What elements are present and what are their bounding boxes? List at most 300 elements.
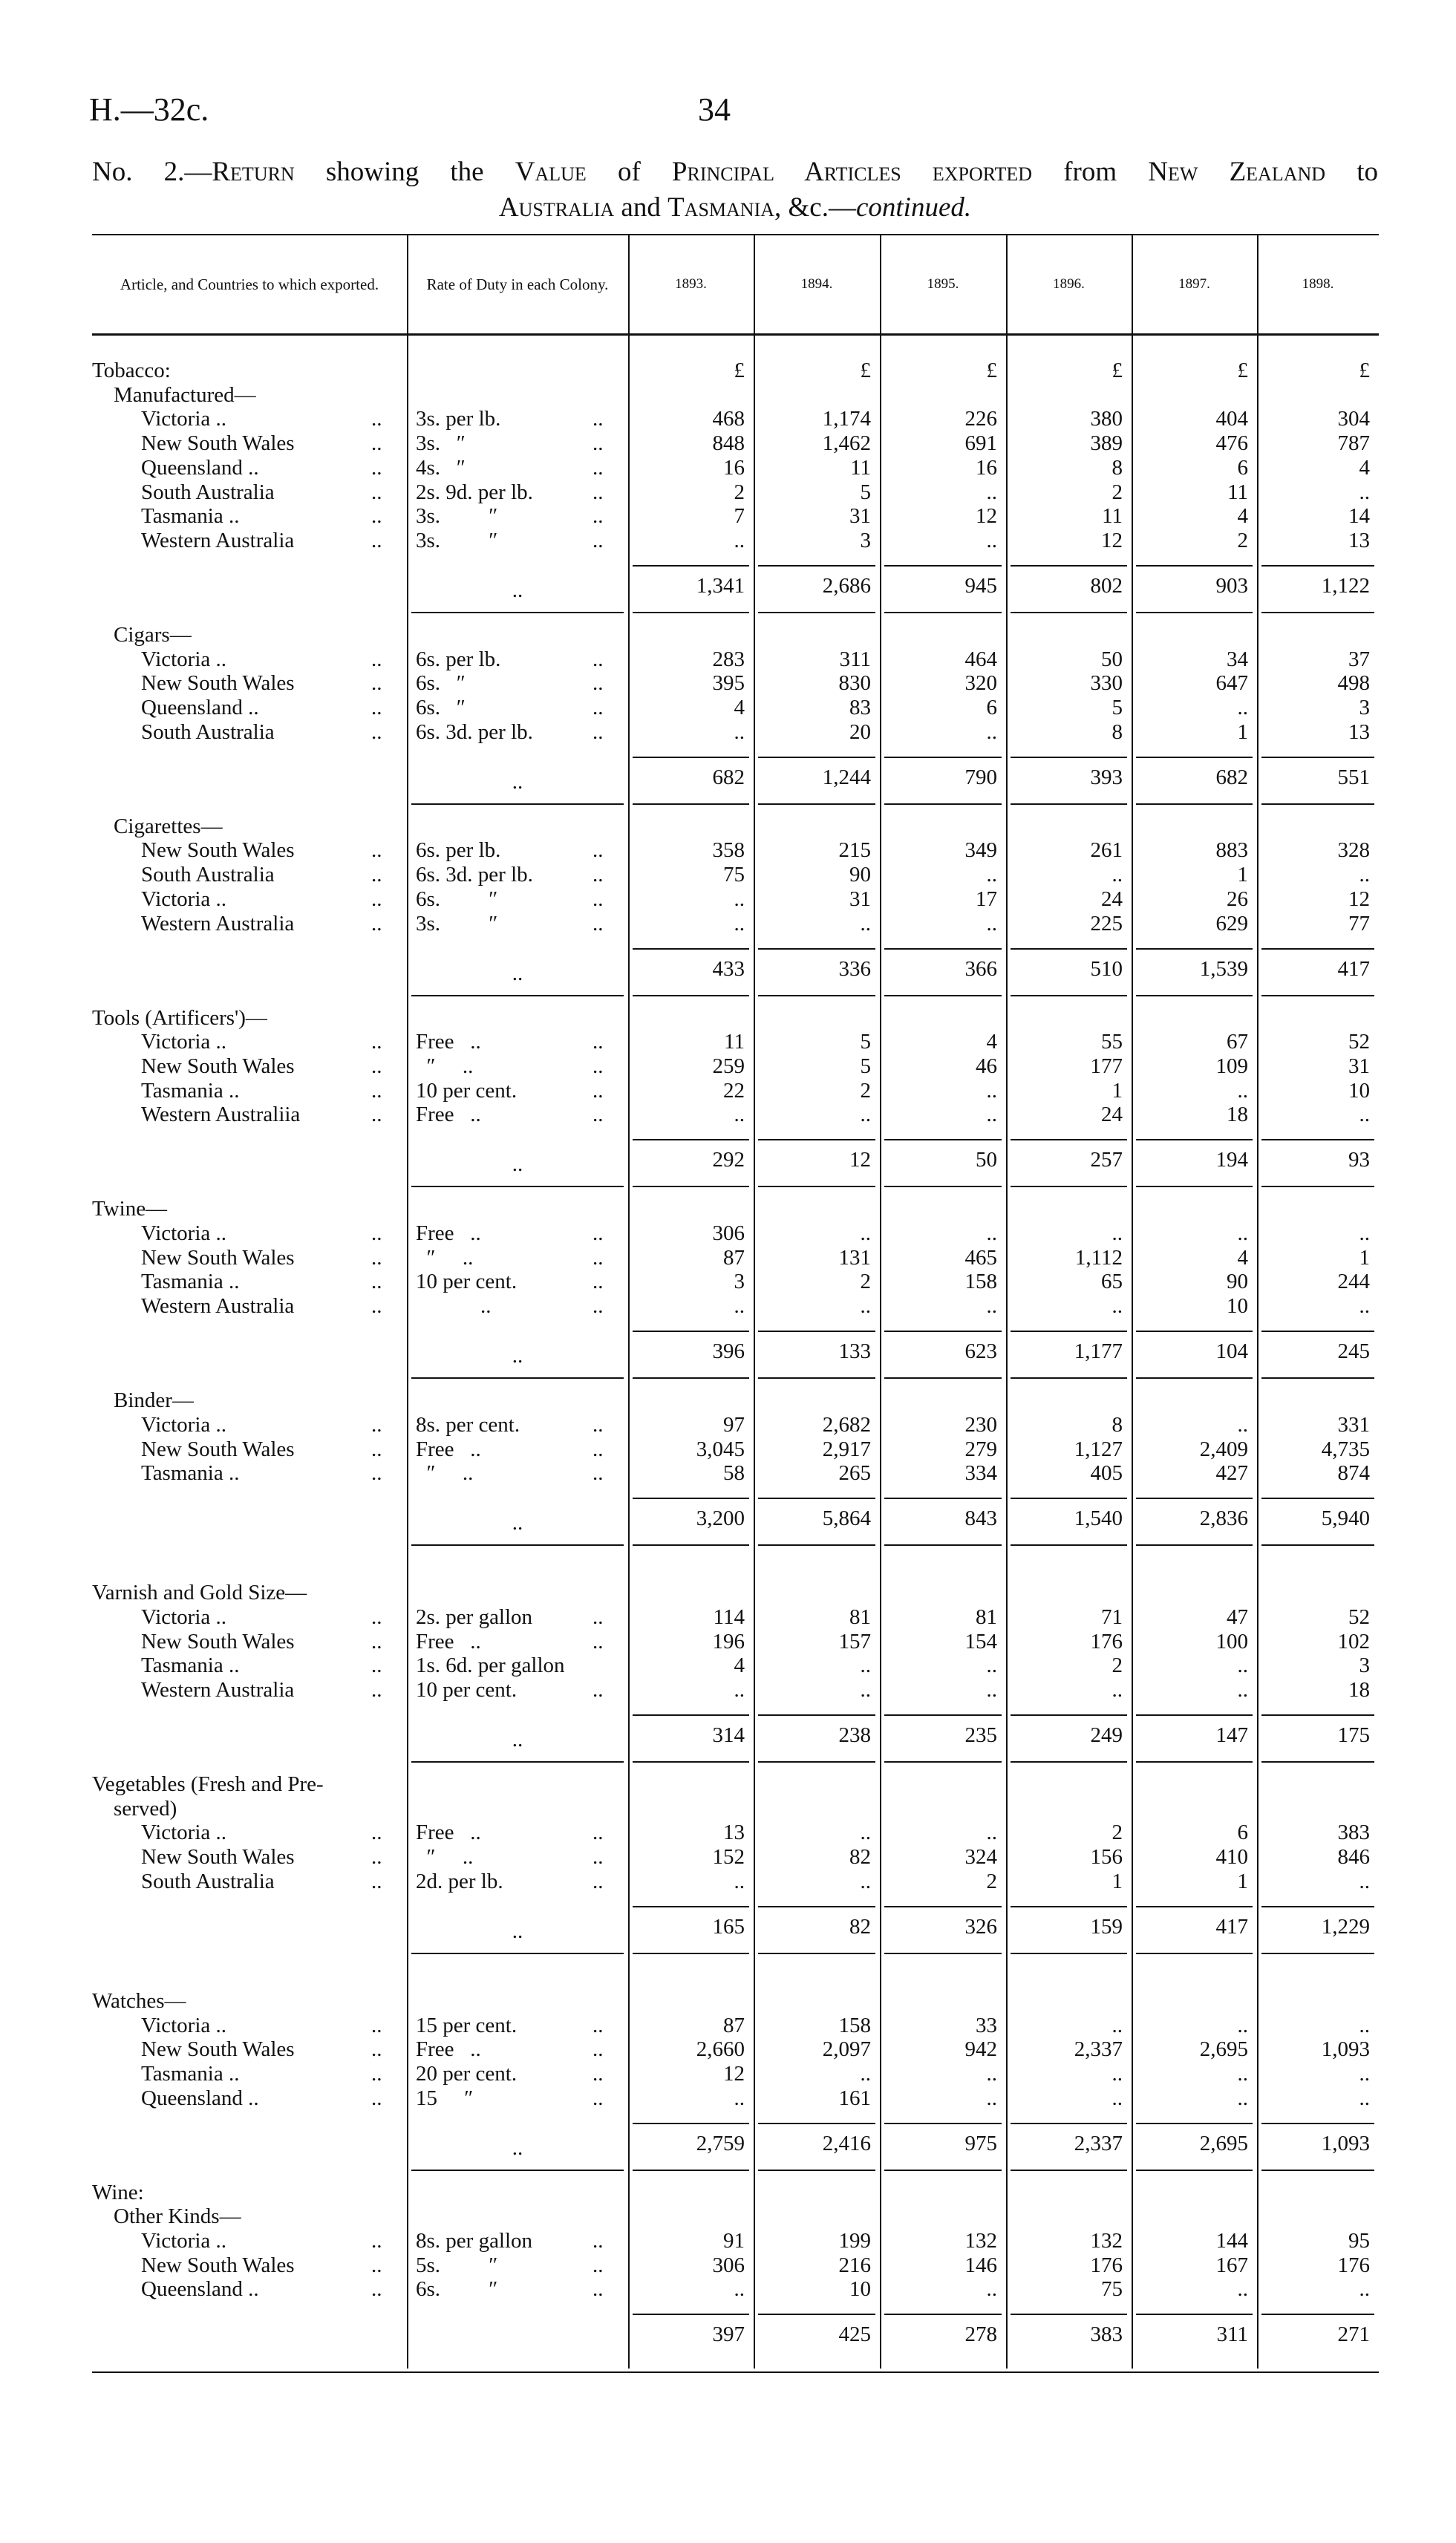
value-cell: 83 [849, 696, 871, 719]
value-cell: .. [860, 1221, 871, 1245]
value-cell: 2,409 [1199, 1437, 1248, 1461]
value-cell: 427 [1215, 1461, 1248, 1486]
value-cell: 87 [723, 1245, 745, 1270]
value-cell: 131 [838, 1245, 871, 1270]
total-cell: 417 [1337, 956, 1370, 981]
leader-dots: .. [371, 2277, 382, 2302]
rule [1011, 995, 1127, 996]
rule [884, 2314, 1002, 2315]
value-cell: 5 [860, 480, 871, 504]
duty-rate: 6s. ″ [416, 2277, 498, 2302]
rule [1261, 1139, 1374, 1140]
country-name: Western Australiia [141, 1103, 301, 1127]
rule [884, 1331, 1002, 1332]
rule [1011, 2170, 1127, 2171]
leader-dots: .. [592, 1678, 604, 1702]
duty-rate: ″ .. [416, 1054, 474, 1078]
column-rule [628, 336, 630, 2369]
value-cell: 152 [712, 1845, 745, 1870]
rule [411, 1186, 624, 1187]
country-name: New South Wales [141, 1629, 295, 1654]
country-name: New South Wales [141, 1845, 295, 1870]
rule [1261, 1498, 1374, 1499]
value-cell: 176 [1090, 2253, 1123, 2277]
total-cell: 417 [1215, 1914, 1248, 1939]
rule [1136, 565, 1253, 567]
value-cell: 306 [712, 1221, 745, 1245]
leader-dots: .. [592, 1103, 604, 1127]
total-cell: 1,539 [1199, 956, 1248, 981]
rule [884, 1714, 1002, 1716]
leader-dots: .. [371, 1869, 382, 1893]
country-name: Victoria .. [141, 1605, 227, 1629]
rule [633, 1186, 749, 1187]
leader-dots: .. [592, 2037, 604, 2062]
duty-rate: Free .. [416, 1103, 481, 1127]
title-segment: and [614, 192, 668, 223]
duty-rate: 20 per cent. [416, 2061, 518, 2086]
value-cell: .. [986, 1078, 997, 1103]
value-cell: 5 [860, 1054, 871, 1078]
section-heading: Tools (Artificers')— [92, 1005, 267, 1030]
total-cell: 271 [1337, 2322, 1370, 2347]
total-cell: 159 [1090, 1914, 1123, 1939]
value-cell: 787 [1337, 431, 1370, 456]
value-cell: 349 [964, 838, 997, 863]
country-name: Tasmania .. [141, 1461, 240, 1486]
value-cell: 2 [860, 1270, 871, 1294]
total-cell: 238 [838, 1723, 871, 1747]
value-cell: .. [734, 911, 745, 936]
value-cell: 244 [1337, 1270, 1370, 1294]
leader-dots: .. [592, 696, 604, 719]
value-cell: 3 [860, 528, 871, 552]
leader-dots: .. [592, 911, 604, 936]
section-heading: Varnish and Gold Size— [92, 1581, 307, 1605]
currency-symbol: £ [734, 359, 745, 382]
column-rule [1006, 235, 1008, 333]
section-heading: served) [114, 1796, 177, 1821]
value-cell: 6 [1237, 455, 1248, 480]
value-cell: .. [1111, 863, 1123, 887]
country-name: New South Wales [141, 1437, 295, 1461]
value-cell: 410 [1215, 1845, 1248, 1870]
country-name: Victoria .. [141, 1030, 227, 1054]
value-cell: 12 [976, 504, 997, 529]
value-cell: 498 [1337, 671, 1370, 696]
column-rule [1257, 336, 1259, 2369]
leader-dots: .. [371, 1245, 382, 1270]
total-cell: 194 [1215, 1148, 1248, 1172]
value-cell: 114 [713, 1605, 745, 1629]
duty-rate: 15 per cent. [416, 2013, 518, 2037]
leader-dots: .. [592, 1437, 604, 1461]
rule [1136, 1906, 1253, 1907]
value-cell: 10 [1348, 1078, 1370, 1103]
value-cell: 1 [1111, 1869, 1123, 1893]
leader-dots: .. [371, 2013, 382, 2037]
duty-rate: 3s. ″ [416, 911, 498, 936]
country-name: New South Wales [141, 1245, 295, 1270]
value-cell: 102 [1337, 1629, 1370, 1654]
rule [758, 1953, 875, 1954]
total-label: .. [512, 1919, 523, 1943]
document-id: H.—32c. [89, 91, 209, 128]
value-cell: 55 [1101, 1030, 1123, 1054]
value-cell: .. [1359, 480, 1370, 504]
value-cell: 196 [712, 1629, 745, 1654]
title-segment: to [1325, 157, 1378, 187]
rule [1136, 1761, 1253, 1763]
value-cell: 87 [723, 2013, 745, 2037]
column-rule [1132, 336, 1133, 2369]
rule [411, 2170, 624, 2171]
value-cell: .. [1111, 2061, 1123, 2086]
value-cell: .. [1237, 2013, 1248, 2037]
value-cell: .. [986, 911, 997, 936]
rule [633, 948, 749, 950]
total-label: .. [512, 1728, 523, 1752]
rule [884, 948, 1002, 950]
leader-dots: .. [371, 407, 382, 431]
value-cell: .. [986, 863, 997, 887]
value-cell: .. [1111, 2013, 1123, 2037]
value-cell: 31 [1348, 1054, 1370, 1078]
value-cell: 4 [1237, 1245, 1248, 1270]
value-cell: 100 [1215, 1629, 1248, 1654]
value-cell: 18 [1227, 1103, 1248, 1127]
rule [1011, 1714, 1127, 1716]
rule [1261, 1906, 1374, 1907]
country-name: Tasmania .. [141, 504, 240, 529]
value-cell: .. [734, 2086, 745, 2110]
total-cell: 2,416 [822, 2131, 871, 2155]
total-cell: 1,341 [696, 573, 745, 598]
total-cell: 425 [838, 2322, 871, 2347]
duty-rate: 4s. ″ [416, 455, 466, 480]
duty-rate: 2d. per lb. [416, 1869, 503, 1893]
total-cell: 2,337 [1074, 2131, 1123, 2155]
value-cell: 2,917 [822, 1437, 871, 1461]
value-cell: 1,462 [822, 431, 871, 456]
value-cell: 8 [1111, 455, 1123, 480]
leader-dots: .. [371, 1270, 382, 1294]
rule [1011, 1953, 1127, 1954]
rule [633, 2123, 749, 2124]
value-cell: .. [1359, 2277, 1370, 2302]
rule [1011, 1331, 1127, 1332]
country-name: South Australia [141, 719, 275, 744]
duty-rate: 6s. ″ [416, 671, 466, 696]
value-cell: 261 [1090, 838, 1123, 863]
value-cell: 146 [964, 2253, 997, 2277]
value-cell: 81 [849, 1605, 871, 1629]
value-cell: 7 [734, 504, 745, 529]
section-heading: Manufactured— [114, 382, 256, 407]
total-cell: 510 [1090, 956, 1123, 981]
value-cell: 2 [860, 1078, 871, 1103]
country-name: Victoria .. [141, 647, 227, 671]
value-cell: 77 [1348, 911, 1370, 936]
rule [1011, 803, 1127, 805]
country-name: Victoria .. [141, 1412, 227, 1437]
duty-rate: Free .. [416, 1221, 481, 1245]
value-cell: 2 [1111, 1654, 1123, 1678]
leader-dots: .. [592, 1221, 604, 1245]
value-cell: 11 [1227, 480, 1248, 504]
rule [1136, 1331, 1253, 1332]
total-cell: 292 [712, 1148, 745, 1172]
duty-rate: 8s. per cent. [416, 1412, 520, 1437]
value-cell: .. [1359, 863, 1370, 887]
duty-rate: 6s. 3d. per lb. [416, 863, 533, 887]
leader-dots: .. [371, 1221, 382, 1245]
total-cell: 975 [964, 2131, 997, 2155]
duty-rate: 3s. ″ [416, 504, 498, 529]
leader-dots: .. [371, 1678, 382, 1702]
total-cell: 843 [964, 1506, 997, 1531]
title-segment: showing the [294, 157, 515, 187]
leader-dots: .. [371, 1461, 382, 1486]
rule [1136, 1377, 1253, 1379]
currency-symbol: £ [986, 359, 997, 382]
rule [758, 803, 875, 805]
value-cell: 154 [964, 1629, 997, 1654]
total-cell: 326 [964, 1914, 997, 1939]
title-segment: of [586, 157, 672, 187]
leader-dots: .. [371, 719, 382, 744]
value-cell: .. [1359, 1103, 1370, 1127]
total-label: .. [512, 1152, 523, 1177]
total-cell: 366 [964, 956, 997, 981]
leader-dots: .. [371, 480, 382, 504]
value-cell: 144 [1215, 2229, 1248, 2253]
value-cell: 4 [1237, 504, 1248, 529]
rule [92, 333, 1379, 336]
total-cell: 104 [1215, 1339, 1248, 1364]
value-cell: 2,097 [822, 2037, 871, 2062]
value-cell: 31 [849, 504, 871, 529]
rule [633, 612, 749, 613]
rule [1011, 2314, 1127, 2315]
column-header: 1895. [927, 276, 959, 292]
total-cell: 5,940 [1321, 1506, 1370, 1531]
leader-dots: .. [592, 671, 604, 696]
country-name: New South Wales [141, 838, 295, 863]
value-cell: .. [1237, 696, 1248, 719]
total-cell: 82 [849, 1914, 871, 1939]
value-cell: 81 [976, 1605, 997, 1629]
rule [1261, 2314, 1374, 2315]
value-cell: .. [860, 1821, 871, 1845]
value-cell: 52 [1348, 1030, 1370, 1054]
value-cell: 2,660 [696, 2037, 745, 2062]
country-name: Victoria .. [141, 407, 227, 431]
duty-rate: Free .. [416, 1821, 481, 1845]
value-cell: .. [860, 1869, 871, 1893]
country-name: Western Australia [141, 911, 295, 936]
rule [1261, 1714, 1374, 1716]
value-cell: 65 [1101, 1270, 1123, 1294]
rule [411, 612, 624, 613]
value-cell: 476 [1215, 431, 1248, 456]
total-cell: 249 [1090, 1723, 1123, 1747]
total-cell: 93 [1348, 1148, 1370, 1172]
value-cell: 1,174 [822, 407, 871, 431]
country-name: South Australia [141, 1869, 275, 1893]
value-cell: 306 [712, 2253, 745, 2277]
value-cell: .. [986, 2086, 997, 2110]
rule [411, 1761, 624, 1763]
rule [1136, 1186, 1253, 1187]
leader-dots: .. [592, 528, 604, 552]
value-cell: 334 [964, 1461, 997, 1486]
value-cell: 167 [1215, 2253, 1248, 2277]
leader-dots: .. [592, 480, 604, 504]
value-cell: 97 [723, 1412, 745, 1437]
country-name: Victoria .. [141, 887, 227, 911]
leader-dots: .. [371, 1437, 382, 1461]
rule [1011, 1186, 1127, 1187]
value-cell: .. [986, 1654, 997, 1678]
total-cell: 383 [1090, 2322, 1123, 2347]
value-cell: 1 [1237, 863, 1248, 887]
rule [633, 2170, 749, 2171]
leader-dots: .. [592, 887, 604, 911]
rule [1261, 1544, 1374, 1546]
country-name: Victoria .. [141, 1221, 227, 1245]
duty-rate: Free .. [416, 1437, 481, 1461]
total-cell: 1,093 [1321, 2131, 1370, 2155]
country-name: Victoria .. [141, 2013, 227, 2037]
value-cell: 848 [712, 431, 745, 456]
duty-rate: 3s. ″ [416, 528, 498, 552]
leader-dots: .. [592, 1030, 604, 1054]
value-cell: .. [1237, 2086, 1248, 2110]
value-cell: 330 [1090, 671, 1123, 696]
rule [758, 1139, 875, 1140]
value-cell: 1 [1237, 1869, 1248, 1893]
value-cell: .. [1237, 2061, 1248, 2086]
duty-rate: 6s. ″ [416, 887, 498, 911]
leader-dots: .. [371, 2037, 382, 2062]
value-cell: 216 [838, 2253, 871, 2277]
country-name: Victoria .. [141, 2229, 227, 2253]
total-cell: 311 [1216, 2322, 1248, 2347]
total-cell: 50 [976, 1148, 997, 1172]
value-cell: 156 [1090, 1845, 1123, 1870]
rule [1136, 1544, 1253, 1546]
rule [1261, 757, 1374, 758]
total-cell: 1,244 [822, 765, 871, 789]
value-cell: 13 [1348, 719, 1370, 744]
value-cell: 33 [976, 2013, 997, 2037]
value-cell: .. [986, 2061, 997, 2086]
value-cell: 26 [1227, 887, 1248, 911]
value-cell: 158 [838, 2013, 871, 2037]
rule [411, 1953, 624, 1954]
rule [1011, 1906, 1127, 1907]
rule [758, 1377, 875, 1379]
country-name: New South Wales [141, 2253, 295, 2277]
country-name: New South Wales [141, 431, 295, 456]
rule [633, 757, 749, 758]
value-cell: 11 [724, 1030, 745, 1054]
rule [884, 2123, 1002, 2124]
rule [1261, 1761, 1374, 1763]
column-header: 1894. [800, 276, 833, 292]
value-cell: 4 [734, 1654, 745, 1678]
total-cell: 1,229 [1321, 1914, 1370, 1939]
title-segment: Value [515, 157, 587, 187]
leader-dots: .. [371, 1078, 382, 1103]
rule [92, 234, 1379, 235]
value-cell: 11 [850, 455, 871, 480]
value-cell: .. [986, 719, 997, 744]
country-name: Western Australia [141, 1678, 295, 1702]
country-name: Tasmania .. [141, 1654, 240, 1678]
value-cell: .. [1237, 1412, 1248, 1437]
value-cell: .. [734, 528, 745, 552]
total-cell: 12 [849, 1148, 871, 1172]
rule [1136, 757, 1253, 758]
leader-dots: .. [592, 1845, 604, 1870]
leader-dots: .. [592, 2277, 604, 2302]
rule [884, 565, 1002, 567]
value-cell: 8 [1111, 1412, 1123, 1437]
value-cell: .. [860, 1678, 871, 1702]
value-cell: 3 [1359, 696, 1370, 719]
value-cell: 11 [1102, 504, 1123, 529]
rule [1136, 612, 1253, 613]
title-segment: continued. [855, 192, 972, 223]
rule [884, 1906, 1002, 1907]
title-segment: Australia [498, 192, 615, 223]
rule [633, 803, 749, 805]
leader-dots: .. [592, 1821, 604, 1845]
column-header: 1893. [675, 276, 707, 292]
value-cell: .. [734, 2277, 745, 2302]
rule [411, 1377, 624, 1379]
rule [1261, 1377, 1374, 1379]
rule [1011, 565, 1127, 567]
country-name: Queensland .. [141, 2277, 259, 2302]
leader-dots: .. [371, 1103, 382, 1127]
rule [633, 1906, 749, 1907]
rule [758, 1761, 875, 1763]
value-cell: .. [860, 1654, 871, 1678]
value-cell: .. [1111, 1678, 1123, 1702]
rule [633, 1498, 749, 1499]
total-label: .. [512, 578, 523, 602]
total-cell: 623 [964, 1339, 997, 1364]
column-rule [1257, 235, 1259, 333]
leader-dots: .. [371, 1845, 382, 1870]
country-name: New South Wales [141, 671, 295, 696]
currency-symbol: £ [1111, 359, 1123, 382]
value-cell: 58 [723, 1461, 745, 1486]
rule [758, 1906, 875, 1907]
duty-rate: 10 per cent. [416, 1078, 518, 1103]
value-cell: 10 [849, 2277, 871, 2302]
value-cell: 4 [1359, 455, 1370, 480]
title-segment: Tasmania [667, 192, 775, 223]
value-cell: 230 [964, 1412, 997, 1437]
leader-dots: .. [592, 719, 604, 744]
value-cell: .. [1359, 1869, 1370, 1893]
value-cell: .. [1237, 1678, 1248, 1702]
rule [758, 757, 875, 758]
